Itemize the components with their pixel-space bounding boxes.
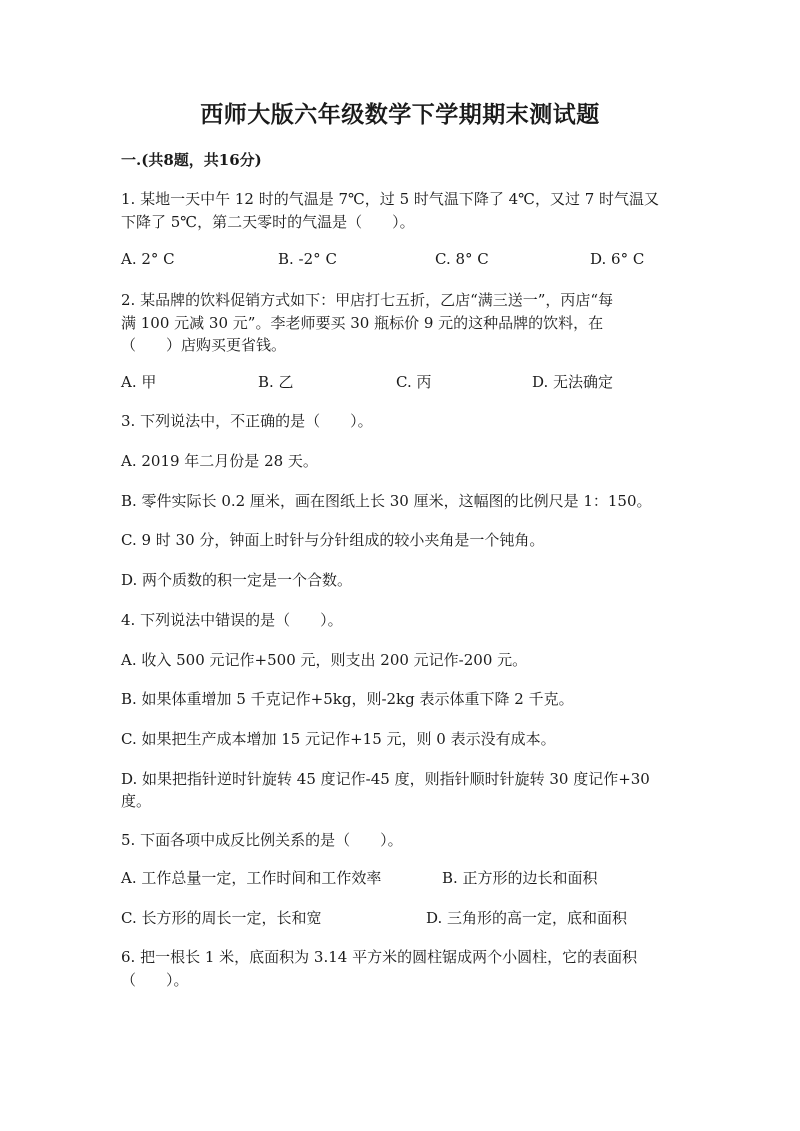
q3-stem: 3. 下列说法中，不正确的是（ ）。 bbox=[121, 412, 373, 430]
q1-stem-line-2: 下降了 5℃，第二天零时的气温是（ ）。 bbox=[121, 213, 415, 231]
q1-option-c: C. 8° C bbox=[435, 250, 489, 268]
q5-stem: 5. 下面各项中成反比例关系的是（ ）。 bbox=[121, 831, 403, 849]
q5-option-c: C. 长方形的周长一定，长和宽 bbox=[121, 909, 322, 927]
section-header: 一.(共8题，共16分) bbox=[121, 151, 262, 169]
q2-option-d: D. 无法确定 bbox=[532, 373, 614, 391]
q4-option-a: A. 收入 500 元记作+500 元，则支出 200 元记作-200 元。 bbox=[121, 651, 528, 669]
q5-option-d: D. 三角形的高一定，底和面积 bbox=[426, 909, 628, 927]
q4-option-c: C. 如果把生产成本增加 15 元记作+15 元，则 0 表示没有成本。 bbox=[121, 730, 556, 748]
q2-option-a: A. 甲 bbox=[121, 373, 157, 391]
q6-stem-line-2: （ ）。 bbox=[121, 971, 189, 989]
q5-option-a: A. 工作总量一定，工作时间和工作效率 bbox=[121, 869, 382, 887]
q2-option-b: B. 乙 bbox=[258, 373, 294, 391]
q5-option-b: B. 正方形的边长和面积 bbox=[442, 869, 598, 887]
q3-option-b: B. 零件实际长 0.2 厘米，画在图纸上长 30 厘米，这幅图的比例尺是 1：150。 bbox=[121, 492, 652, 510]
q3-option-a: A. 2019 年二月份是 28 天。 bbox=[121, 452, 318, 470]
q2-option-c: C. 丙 bbox=[396, 373, 432, 391]
q1-option-a: A. 2° C bbox=[121, 250, 175, 268]
q3-option-d: D. 两个质数的积一定是一个合数。 bbox=[121, 571, 353, 589]
q2-stem-line-2: 满 100 元减 30 元”。李老师要买 30 瓶标价 9 元的这种品牌的饮料，在 bbox=[121, 314, 604, 332]
q4-option-d-line-2: 度。 bbox=[121, 792, 152, 810]
q1-stem-line-1: 1. 某地一天中午 12 时的气温是 7℃，过 5 时气温下降了 4℃，又过 7 时气温又 bbox=[121, 190, 660, 208]
page-title: 西师大版六年级数学下学期期末测试题 bbox=[200, 101, 600, 128]
q4-option-b: B. 如果体重增加 5 千克记作+5kg，则-2kg 表示体重下降 2 千克。 bbox=[121, 690, 574, 708]
q6-stem-line-1: 6. 把一根长 1 米，底面积为 3.14 平方米的圆柱锯成两个小圆柱，它的表面积 bbox=[121, 948, 638, 966]
q2-stem-line-1: 2. 某品牌的饮料促销方式如下：甲店打七五折，乙店“满三送一”，丙店“每 bbox=[121, 291, 614, 309]
q2-stem-line-3: （ ）店购买更省钱。 bbox=[121, 336, 287, 354]
q4-option-d-line-1: D. 如果把指针逆时针旋转 45 度记作-45 度，则指针顺时针旋转 30 度记作+30 bbox=[121, 770, 650, 788]
q1-option-d: D. 6° C bbox=[590, 250, 645, 268]
q1-option-b: B. -2° C bbox=[278, 250, 337, 268]
q3-option-c: C. 9 时 30 分，钟面上时针与分针组成的较小夹角是一个钝角。 bbox=[121, 531, 545, 549]
q4-stem: 4. 下列说法中错误的是（ ）。 bbox=[121, 611, 343, 629]
